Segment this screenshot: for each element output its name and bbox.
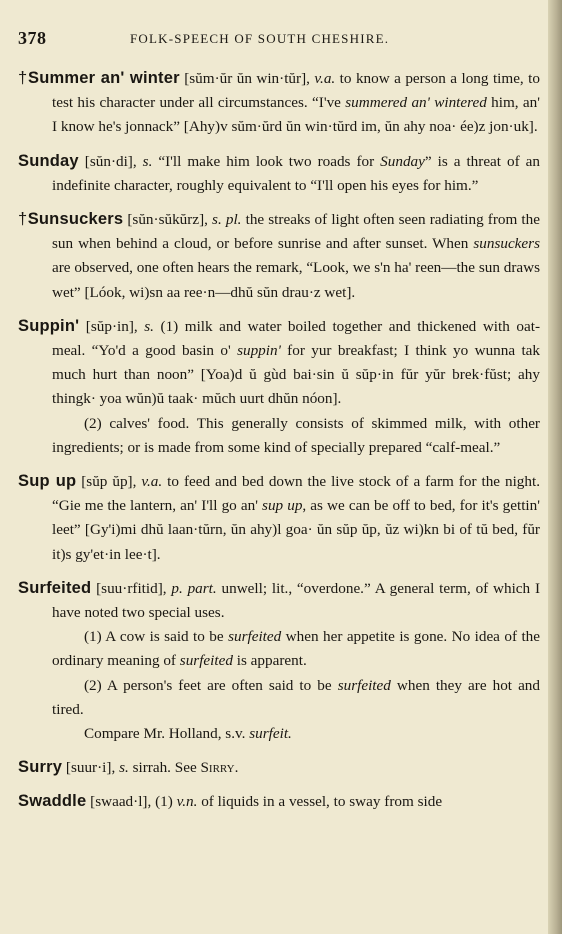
definition: the streaks of light often seen radiating from the sun when behind a cloud, or before sunrise and after sunset. When xyxy=(52,211,540,253)
definition-cont: are observed, one often hears the remark, “Look, we s'n ha' reen—the sun draws wet” [Lóok, wi)sn aa ree·n—dhŭ sŭn drau·z wet]. xyxy=(52,259,540,301)
part-of-speech: p. part. xyxy=(171,579,217,597)
entry-suppin xyxy=(18,314,540,460)
pronunciation: [sŭp ŭp], xyxy=(76,473,142,491)
headword: Surry xyxy=(18,758,63,777)
running-head: FOLK-SPEECH OF SOUTH CHESHIRE. xyxy=(130,31,390,46)
quoted-term: sunsuckers xyxy=(473,235,540,253)
pronunciation: [sŭn·di], xyxy=(78,152,143,170)
quoted-term: surfeited xyxy=(228,628,282,646)
sense-2: (2) A person's feet are often said to be xyxy=(84,676,338,694)
part-of-speech: v.n. xyxy=(176,793,198,811)
page-header xyxy=(18,28,540,50)
definition: “I'll make him look two roads for xyxy=(152,152,381,170)
headword: Swaddle xyxy=(18,792,87,811)
sense-2: (2) calves' food. This generally consists of skimmed milk, with other ingredients; or is made from some kind of specially prepared “calf-meal.” xyxy=(52,414,540,456)
quoted-term: Sunday xyxy=(380,152,425,170)
entry-sup-up xyxy=(18,469,540,567)
headword: Sup up xyxy=(18,472,77,491)
definition-cont: ” is a threat of an indefinite character, roughly equivalent to “I'll open his eyes for him.” xyxy=(52,152,540,194)
entry-swaddle xyxy=(18,789,540,814)
part-of-speech: s. xyxy=(142,152,153,170)
definition: unwell; lit., “overdone.” A general term, of which I have noted two special uses. xyxy=(52,579,541,622)
entry-surry xyxy=(18,755,540,780)
part-of-speech: s. xyxy=(119,759,129,777)
entry-sunday xyxy=(18,149,540,198)
quoted-term: sup up xyxy=(262,497,303,515)
headword: Sunday xyxy=(18,151,79,170)
sense-1-end: is apparent. xyxy=(232,652,307,670)
pronunciation: [swaad·l], (1) xyxy=(86,793,177,811)
pronunciation: [suur·i], xyxy=(62,759,120,777)
quoted-term: surfeit. xyxy=(249,725,292,743)
page-edge xyxy=(548,0,562,934)
definition-cont: for yur breakfast; I think yo wunna tak much hurt than noon” [Yoa)d ŭ gùd bai·sin ŭ sŭp·in fŭr yŭr brek·fŭst; ahy thingk· yoa wŭn)ŭ taak· mŭch uurt dhŭn nóon]. xyxy=(52,342,540,408)
pronunciation: [sŭm·ŭr ŭn win·tŭr], xyxy=(179,70,315,87)
headword: Surfeited xyxy=(18,578,92,597)
compare-note: Compare Mr. Holland, s.v. xyxy=(84,725,250,743)
entry-surfeited xyxy=(18,576,540,746)
quoted-term: suppin' xyxy=(237,342,281,360)
definition-cont: him, an' I know he's jonnack” [Ahy)v sŭm·ŭrd ŭn win·tŭrd im, ŭn ahy noa· ée)z jon·uk]. xyxy=(52,94,540,136)
page-number: 378 xyxy=(18,28,47,48)
part-of-speech: v.a. xyxy=(314,70,336,87)
quoted-term: surfeited xyxy=(337,676,391,694)
sense-1-cont: when her appetite is gone. No idea of the ordinary meaning of xyxy=(52,628,540,670)
sense-1: (1) A cow is said to be xyxy=(84,628,229,646)
headword: Suppin' xyxy=(18,316,80,335)
quoted-term: summered an' wintered xyxy=(345,94,487,112)
headword: Summer an' winter xyxy=(28,69,180,87)
part-of-speech: v.a. xyxy=(141,473,163,491)
cross-reference: Sirry. xyxy=(200,759,239,777)
pronunciation: [sŭp·in], xyxy=(79,317,145,335)
quoted-term: surfeited xyxy=(179,652,233,670)
part-of-speech: s. pl. xyxy=(212,211,242,229)
dagger-mark: † xyxy=(18,210,28,229)
pronunciation: [suu·rfitid], xyxy=(91,579,172,597)
dagger-mark: † xyxy=(18,69,29,87)
definition-cont: , as we can be off to bed, for it's gettin' leet” [Gy'i)mi dhŭ laan·tŭrn, ŭn ahy)l goa· ŭn sŭp ŭp, ŭz wi)kn bi of tŭ bed, fŭr it)s gy'et·in lee·t]. xyxy=(52,497,540,563)
definition: of liquids in a vessel, to sway from side xyxy=(197,793,443,811)
definition: to feed and bed down the live stock of a farm for the night. “Gie me the lantern, an' I'll go an' xyxy=(52,473,541,515)
headword: Sunsuckers xyxy=(27,210,124,229)
pronunciation: [sŭn·sŭkŭrz], xyxy=(123,211,213,229)
entry-summer-an-winter xyxy=(18,66,540,140)
entry-sunsuckers xyxy=(18,207,540,305)
definition: to know a person a long time, to test his character under all circumstances. “I've xyxy=(52,70,540,112)
part-of-speech: s. xyxy=(144,317,154,335)
dictionary-entries xyxy=(18,66,540,824)
definition: (1) milk and water boiled together and thickened with oat-meal. “Yo'd a good basin o' xyxy=(52,317,540,360)
definition: sirrah. See xyxy=(128,759,201,777)
sense-2-cont: when they are hot and tired. xyxy=(52,676,540,718)
